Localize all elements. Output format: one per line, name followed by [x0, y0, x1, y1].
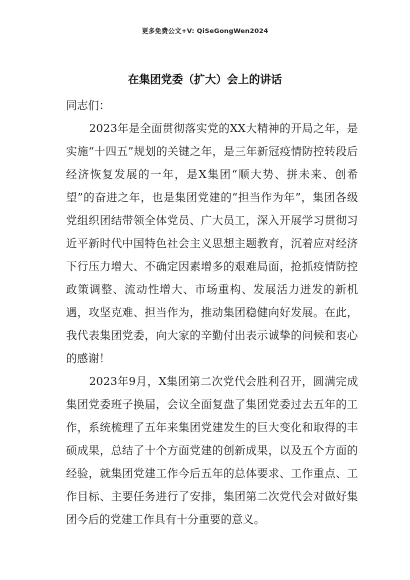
document-body	[66, 94, 358, 531]
paragraph: 2023年是全面贯彻落实党的XX大精神的开局之年，是实施“十四五”规划的关键之年，是三年新冠疫情防控转段后经济恢复发展的一年，是X集团“顺大势、拼未来、创希望”的奋进之年，也是集团党建的“担当作为年”，集团各级党组织团结带领全体党员、广大员工，深入开展学习贯彻习近平新时代中国特色社会主义思想主题教育，沉着应对经济下行压力增大、不确定因素增多的艰难局面，抢抓疫情防控政策调整、流动性增大、市场重构、发展活力迸发的新机遇，攻坚克难、担当作为，推动集团稳健向好发展。在此，我代表集团党委，向大家的辛勤付出表示诚挚的问候和衷心的感谢！	[66, 122, 358, 365]
paragraph: 2023年9月，X集团第二次党代会胜利召开，圆满完成集团党委班子换届，会议全面复盘了集团党委过去五年的工作，系统梳理了五年来集团党建发生的巨大变化和取得的丰硕成果，总结了十个方面党建的创新成果，以及五个方面的经验，就集团党建工作今后五年的总体要求、工作重点、工作目标、主要任务进行了安排，集团第二次党代会对做好集团今后的党建工作具有十分重要的意义。	[66, 375, 358, 526]
salutation: 同志们：	[66, 99, 110, 112]
document-title: 在集团党委（扩大）会上的讲话	[128, 73, 282, 86]
header-note: 更多免费公文+V: QiSeGongWen2024	[141, 27, 269, 35]
